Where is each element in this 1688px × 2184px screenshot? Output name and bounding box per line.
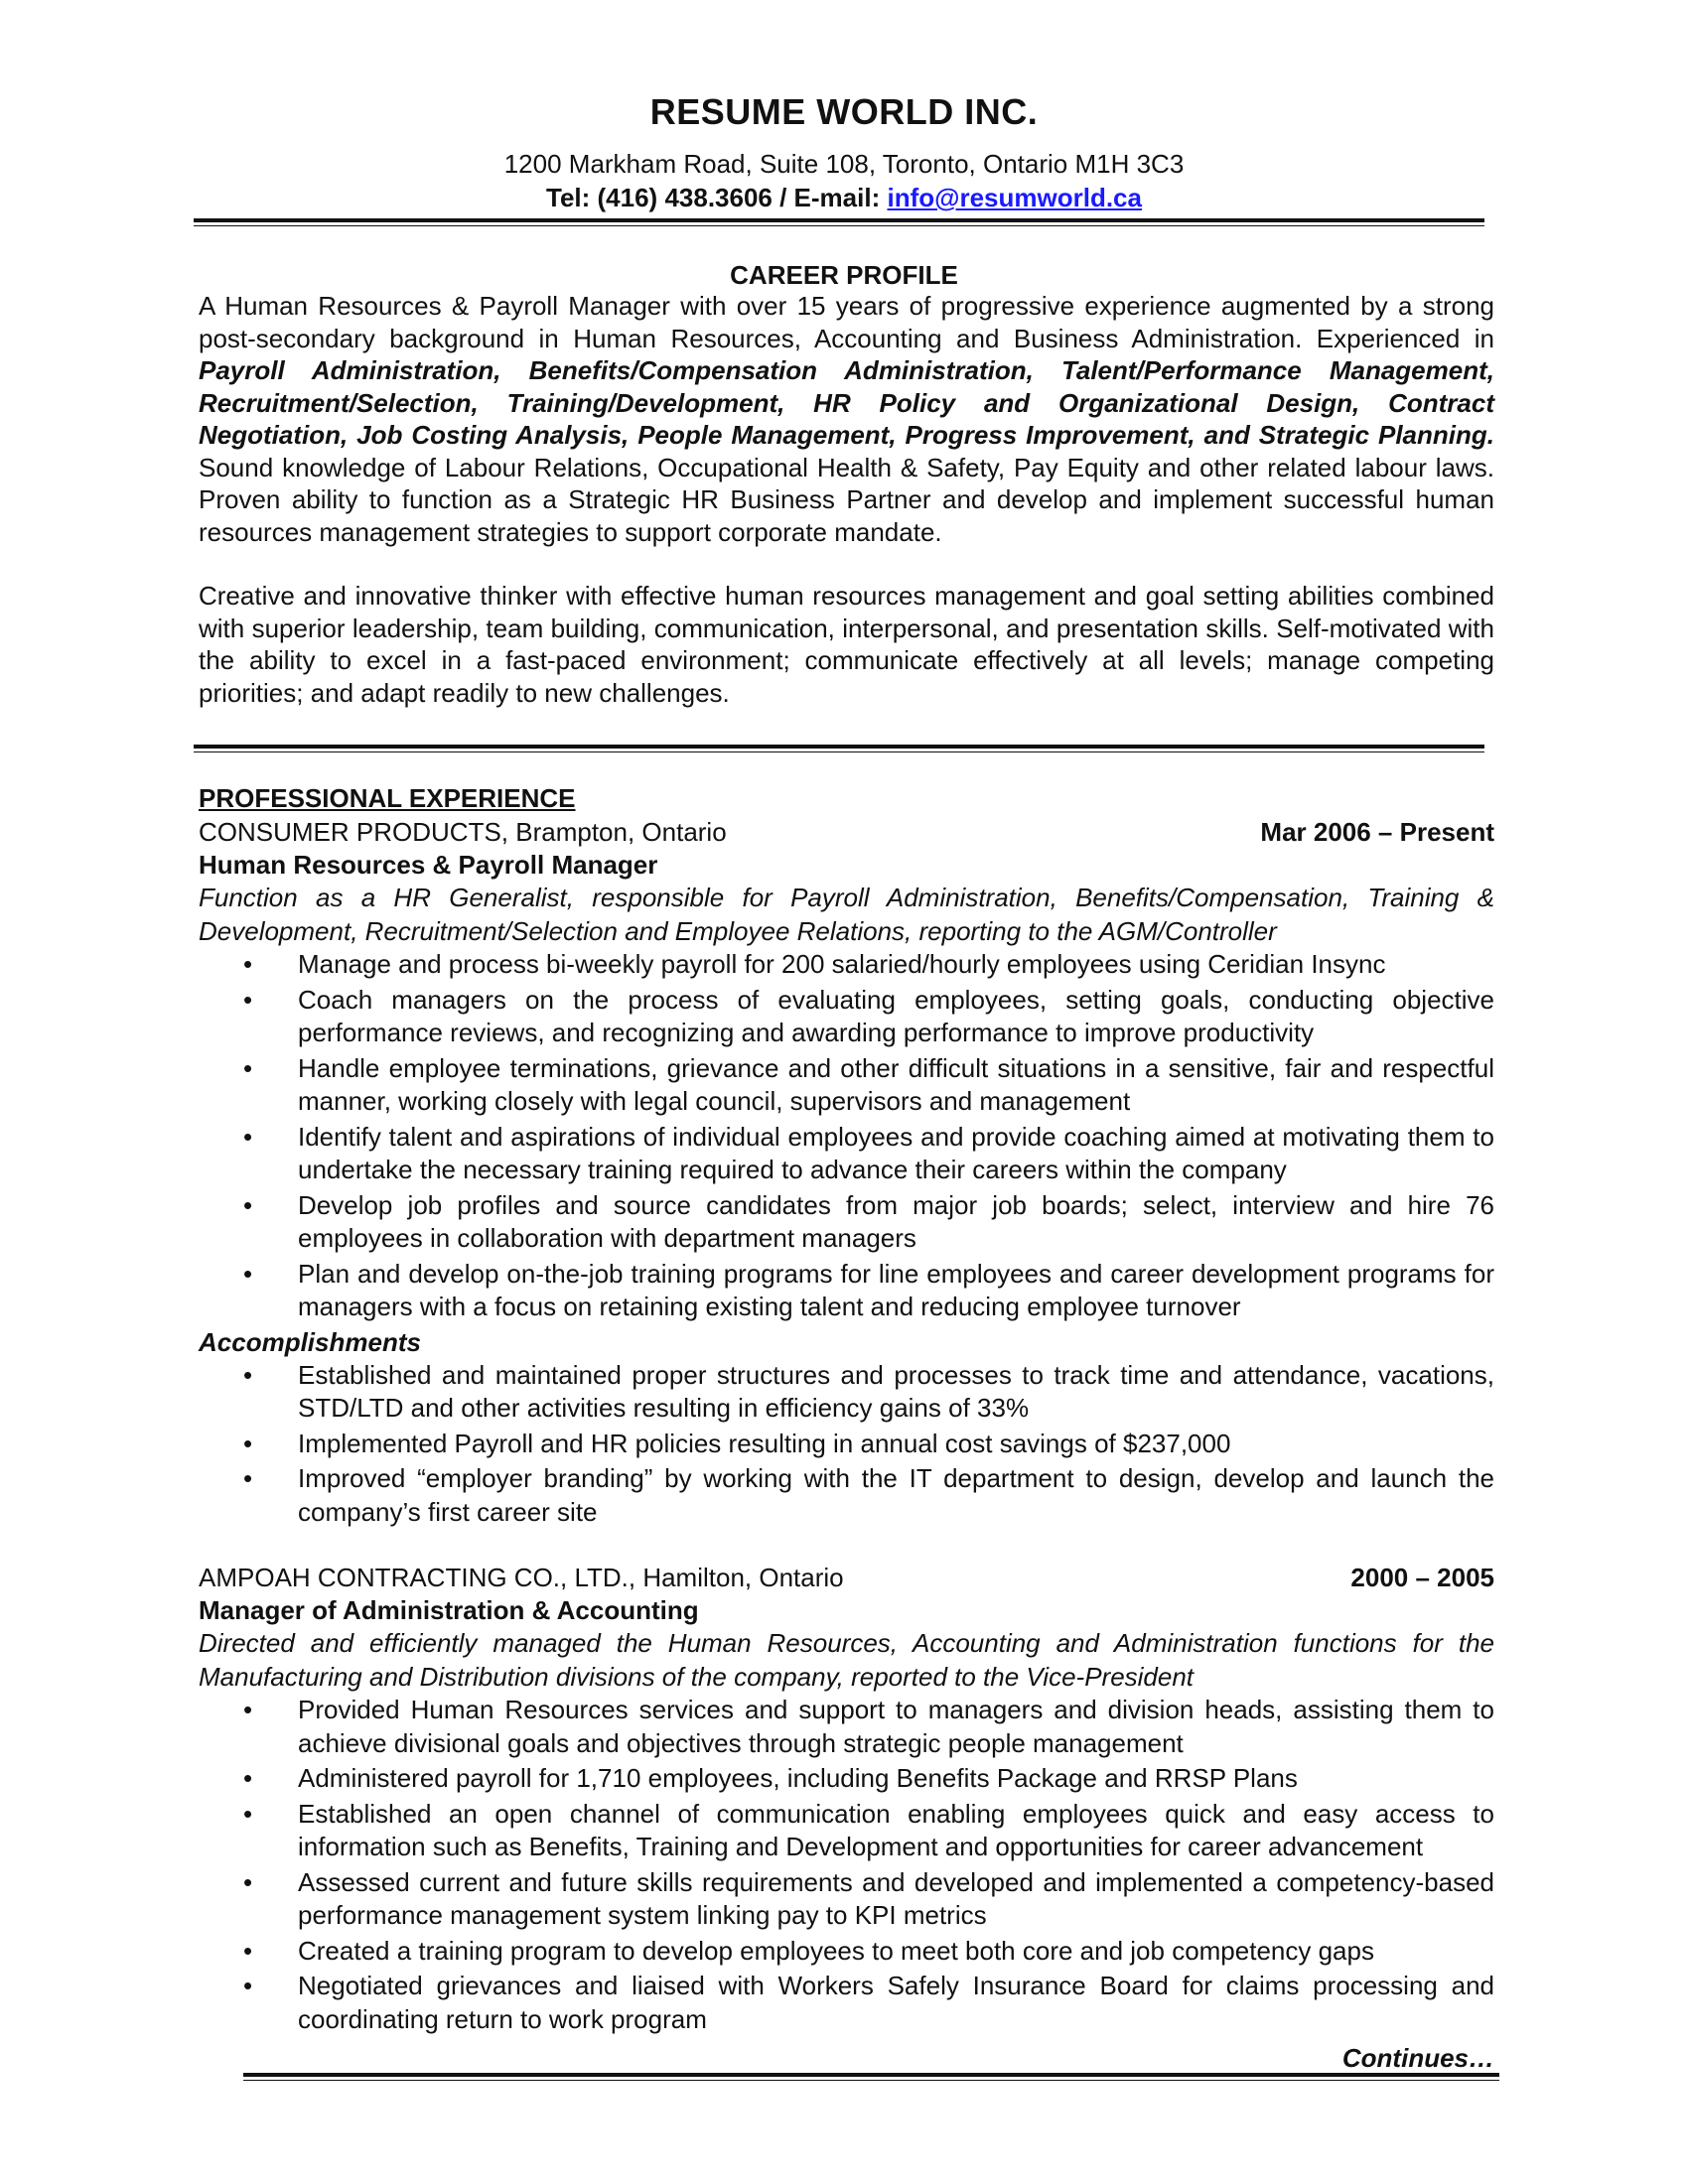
career-profile-section [199, 290, 1494, 709]
job-entry [199, 1561, 1494, 2036]
list-item: • Administered payroll for 1,710 employees, including Benefits Package and RRSP Plans [199, 1762, 1494, 1796]
list-item: • Plan and develop on-the-job training programs for line employees and career development programs for managers with a focus on retaining existing talent and reducing employee turnover [243, 1258, 1494, 1321]
company-address: 1200 Markham Road, Suite 108, Toronto, Ontario M1H 3C3 [503, 149, 1185, 179]
company-name: RESUME WORLD INC. [649, 91, 1039, 132]
list-item: • Negotiated grievances and liaised with Workers Safely Insurance Board for claims processing and coordinating return to work program [243, 1971, 1494, 2034]
job-position: Manager of Administration & Accounting [199, 1595, 699, 1625]
job-entry [199, 815, 1494, 1529]
accomplishments-heading: Accomplishments [199, 1326, 421, 1357]
bullet-icon: • [243, 1866, 253, 1897]
list-item: • Created a training program to develop employees to meet both core and job competency gaps [199, 1935, 1494, 1969]
job-dates: Mar 2006 – Present [1260, 817, 1494, 847]
job-position: Human Resources & Payroll Manager [199, 850, 658, 880]
career-profile-paragraph-1: A Human Resources & Payroll Manager with over 15 years of progressive experience augmented by a strong post-secondary background in Human Resources, Accounting and Business Administration. Experienced in Payroll Administration, Benefits/Compensation Administration, Talent/Performance Management, Recruitment/Selection, Training/Development, HR Policy and Organizational Design, Contract Negotiation, Job Costing Analysis, People Management, Progress Improvement, and Strategic Planning. Sound knowledge of Labour Relations, Occupational Health & Safety, Pay Equity and other related labour laws. Proven ability to function as a Strategic HR Business Partner and develop and implement successful human resources management strategies to support corporate mandate. [199, 291, 1494, 547]
footer-divider [243, 2073, 1499, 2081]
career-profile-title: CAREER PROFILE [730, 260, 958, 290]
list-item: • Established an open channel of communication enabling employees quick and easy access to information such as Benefits, Training and Development and opportunities for career advancement [243, 1798, 1494, 1861]
bullet-icon: • [243, 1971, 253, 2000]
job-summary: Directed and efficiently managed the Human Resources, Accounting and Administration functions for the Manufacturing and Distribution divisions of the company, reported to the Vice-President [199, 1628, 1494, 1692]
header-divider [194, 218, 1484, 226]
bullet-icon: • [243, 1798, 253, 1829]
bullet-icon: • [243, 1189, 253, 1220]
job-company: AMPOAH CONTRACTING CO., LTD., Hamilton, Ontario [199, 1563, 844, 1592]
list-item: • Develop job profiles and source candidates from major job boards; select, interview and hire 76 employees in collaboration with department managers [243, 1189, 1494, 1253]
list-item: • Assessed current and future skills requirements and developed and implemented a competency-based performance management system linking pay to KPI metrics [243, 1866, 1494, 1930]
bullet-icon: • [243, 984, 253, 1015]
bullet-icon: • [243, 1763, 253, 1793]
list-item: • Manage and process bi-weekly payroll for 200 salaried/hourly employees using Ceridian Insync [199, 948, 1494, 982]
career-profile-skills: Payroll Administration, Benefits/Compensation Administration, Talent/Performance Management, Recruitment/Selection, Training/Development, HR Policy and Organizational Design, Contract Negotiation, Job Costing Analysis, People Management, Progress Improvement, and Strategic Planning. [199, 355, 1494, 450]
accomplishments-list [199, 1359, 1494, 1530]
contact-phone: Tel: (416) 438.3606 / E-mail: [546, 183, 888, 212]
job-bullets [199, 1694, 1494, 2036]
bullet-icon: • [243, 1428, 253, 1458]
list-item: • Implemented Payroll and HR policies resulting in annual cost savings of $237,000 [199, 1428, 1494, 1461]
email-link[interactable]: info@resumworld.ca [887, 183, 1142, 212]
bullet-icon: • [243, 1695, 253, 1724]
job-bullets [199, 948, 1494, 1324]
bullet-icon: • [243, 949, 253, 979]
job-header [199, 815, 1494, 849]
job-dates: 2000 – 2005 [1350, 1563, 1494, 1592]
bullet-icon: • [243, 1935, 253, 1966]
list-item: • Handle employee terminations, grievance and other difficult situations in a sensitive, fair and respectful manner, working closely with legal council, supervisors and management [243, 1052, 1494, 1116]
experience-section [199, 781, 1494, 2038]
job-summary: Function as a HR Generalist, responsible for Payroll Administration, Benefits/Compensation, Training & Development, Recruitment/Selection and Employee Relations, reporting to the AGM/Controller [199, 883, 1494, 946]
list-item: • Established and maintained proper structures and processes to track time and attendance, vacations, STD/LTD and other activities resulting in efficiency gains of 33% [243, 1359, 1494, 1423]
list-item: • Provided Human Resources services and support to managers and division heads, assisting them to achieve divisional goals and objectives through strategic people management [243, 1695, 1494, 1758]
bullet-icon: • [243, 1463, 253, 1493]
contact-line [0, 183, 1688, 213]
list-item: • Identify talent and aspirations of individual employees and provide coaching aimed at motivating them to undertake the necessary training required to advance their careers within the company [243, 1121, 1494, 1184]
bullet-icon: • [243, 1052, 253, 1083]
list-item: • Coach managers on the process of evaluating employees, setting goals, conducting objective performance reviews, and recognizing and awarding performance to improve productivity [243, 984, 1494, 1047]
experience-divider [194, 745, 1484, 752]
continues-label: Continues… [1341, 2043, 1494, 2073]
experience-title: PROFESSIONAL EXPERIENCE [199, 783, 576, 813]
list-item: • Improved “employer branding” by working with the IT department to design, develop and launch the company’s first career site [243, 1463, 1494, 1527]
career-profile-paragraph-2: Creative and innovative thinker with effective human resources management and goal setting abilities combined with superior leadership, team building, communication, interpersonal, and presentation skills. Self-motivated with the ability to excel in a fast-paced environment; communicate effectively at all levels; manage competing priorities; and adapt readily to new challenges. [199, 581, 1494, 708]
bullet-icon: • [243, 1359, 253, 1390]
job-company: CONSUMER PRODUCTS, Brampton, Ontario [199, 817, 727, 847]
job-header [199, 1561, 1494, 1594]
bullet-icon: • [243, 1121, 253, 1152]
bullet-icon: • [243, 1258, 253, 1289]
